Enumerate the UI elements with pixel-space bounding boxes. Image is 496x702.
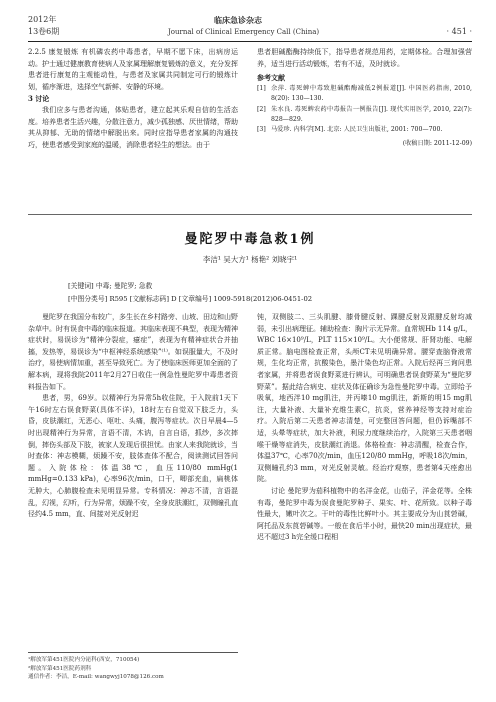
article-left-column xyxy=(28,312,238,642)
reference-text: 朱水良. 毒死蜱农药中毒报告一例报告[J]. 现代实用医学, 2010, 22(7): 828—829. xyxy=(271,105,472,123)
received-date: (收稿日期: 2011-12-09) xyxy=(402,139,472,147)
article-divider xyxy=(28,214,472,215)
keywords-line: [关键词] 中毒; 曼陀罗; 急救 xyxy=(68,282,153,290)
article-case-paragraph: 患者，男，69岁。以精神行为异常5h收住院，于入院前1天下午16时左右误食野菜(具体不详)，18时左右自觉双下肢乏力，头昏，皮肤潮红，无恶心、呕吐、头痛，腹泻等症状。次日早晨4—5时出现精神行为异常，言语不清，木讷，自言自语，抓纱，多次摔倒，摔伤头部及下肢，被家人发现后很担忧。由家人来我院就诊，当时查体：神志模糊，烦躁不安，肢体查体不配合，阅读测试回答问题。入院体检：体温38℃，血压110/80 mmHg(1 mmHg=0.133 kPa)，心率96次/min，口干，唧部充血，扁桃体无肿大，心肺腹检查未见明显异常。专科情况：神志不清，言语混乱，幻视，幻听，行为异常，烦躁不安，全身皮肤潮红，双侧瞳孔直径约4.5 mm，直、间接对光反射迟 xyxy=(28,394,238,519)
footnote-corresponding-author: 通信作者：李洁，E-mail: wangwyj1078@126.com xyxy=(28,674,164,681)
page-number: · 451 · xyxy=(446,27,472,36)
running-header xyxy=(28,13,472,42)
journal-name-en: Journal of Clinical Emergency Call (China) xyxy=(168,28,320,36)
reference-text: 马爱珍. 内科学[M]. 北京: 人民卫生出版社, 2001: 700—700. xyxy=(271,126,443,134)
reference-number: [3] xyxy=(257,126,266,134)
prev-article-right-column xyxy=(257,47,472,149)
references-heading: 参考文献 xyxy=(257,73,285,83)
article-right-column xyxy=(257,312,472,697)
classification-line: [中图分类号] R595 [文献标志码] D [文章编号] 1009-5918(2012)06-0451-02 xyxy=(68,295,313,303)
prev-paragraph-continued: 患者胆碱酯酶持续低下，指导患者规范用药，定期体检。合理加强营养，适当进行活动锻炼，若有不适，及时就诊。 xyxy=(257,48,472,68)
article-discussion-paragraph: 讨论 曼陀罗为茄科植物中的名洋金花，山茄子，洋金花等。全株有毒，曼陀罗中毒为误食曼陀罗种子、果实、叶、花所致。以种子毒性最大，嫩叶次之。干叶的毒性比鲜叶小。其主要成分为山莨菪碱，阿托品及东莨菪碱等。一般在食后半小时，最快20 min出现症状，最迟不超过3 h完全缓口程相 xyxy=(257,486,472,542)
reference-item xyxy=(257,105,472,126)
journal-name-cn: 临床急诊杂志 xyxy=(214,15,262,25)
article-intro-paragraph: 曼陀罗在我国分布较广，多生长在乡村路旁、山坡、田边和山野杂草中。时有误食中毒的临床报道。其临床表现不典型，表现为精神症状时，易误诊为“精神分裂症，癔症”，表现为有精神症状合并抽搐，发热等，易误诊为“中枢神经系统感染”⁽¹⁾。如误服量大，不及时治疗，易使病情加重，甚至导致死亡。为了使临床医师更加全面的了解本病，现将我院2011年2月27日收住一例急性曼陀罗中毒患者资料报告如下。 xyxy=(28,313,238,391)
prev-section-heading: 3 讨论 xyxy=(28,94,50,104)
article-title: 曼陀罗中毒急救1例 xyxy=(184,232,316,247)
reference-item xyxy=(257,125,472,135)
author-footnotes xyxy=(28,652,238,682)
prev-paragraph-rehab: 2.2.5 康复锻炼 有机磷农药中毒患者，早期不愿下床，出病房运动。护士通过健康教育使病人及家属理解康复锻炼的意义，充分发挥患者进行康复的主观能动性，与患者及家属共同制定可行的锻炼计划，循序渐进，选择空气新鲜、安静的环境。 xyxy=(28,48,238,91)
reference-number: [1] xyxy=(257,84,266,92)
reference-text: 余萍. 毒死蜱中毒致胆碱酯酶减低2例报道[J]. 中国医药指南, 2010, 8(20): 130—130. xyxy=(271,84,472,103)
footnote-affiliation-2: ²解放军第451医院药剂科 xyxy=(28,665,92,672)
prev-paragraph-discussion: 我们应多与患者沟通，体贴患者，建立起其乐观自信的生活态度。培养患者生活兴趣，分散注意力，减少孤独感、厌世情绪，帮助其从抑郁、无助的情绪中解脱出来。同时应指导患者家属的沟通技巧，使患者感受到家庭的温暖，消除患者轻生的想法。由于 xyxy=(28,105,238,149)
footnote-affiliation-1: ¹解放军第451医院内分泌科(西安，710054) xyxy=(28,657,140,663)
reference-item xyxy=(257,84,472,105)
prev-article-left-column xyxy=(28,47,238,151)
reference-number: [2] xyxy=(257,105,266,113)
reference-list xyxy=(257,84,472,136)
journal-year: 2012年 xyxy=(28,15,57,24)
article-authors: 李洁¹ 吴大方¹ 杨艳² 刘晓宇¹ xyxy=(202,255,298,264)
article-case-continued: 钝，双侧肢二、三头肌腱、膝骨腱反射、踝腱反射及跟腱反射均减弱，未引出病理征。辅助检查：胸片示无异常。血常规Hb 114 g/L，WBC 16×10⁹/L，PLT 115×10⁹/L。大小便常规、肝肾功能、电解质正常。脑电图检查正常，头颅CT未见明确异常。腰穿查脑脊液常规，生化均正常，抗酸染色，墨汁染色均正常。入院后经再三询问患者家属，并将患者误食野菜进行辨认，可明确患者误食野菜为“曼陀罗野菜”。据此结合病史、症状及体征确诊为急性曼陀罗中毒。立即给予吸氧，地西泮10 mg肌注，并丙嗪10 mg肌注，新斯的明15 mg肌注，大量补液、大量补充维生素C，抗炎，营养神经等支持对症治疗。入院后第二天患者神志清楚，可完整回答问题，但仍诉嘴部不适，头晕等症状，加大补液，利尿力度继续治疗，入院第三天患者咽喉干燥等症消失，皮肤潮红消退。体格检查：神志清醒，检查合作，体温37℃，心率70次/min，血压120/80 mmHg，呼吸18次/min，双侧瞳孔约3 mm，对光反射灵敏。经治疗观察，患者第4天痊愈出院。 xyxy=(257,313,472,484)
journal-volume: 13卷6期 xyxy=(28,27,60,36)
